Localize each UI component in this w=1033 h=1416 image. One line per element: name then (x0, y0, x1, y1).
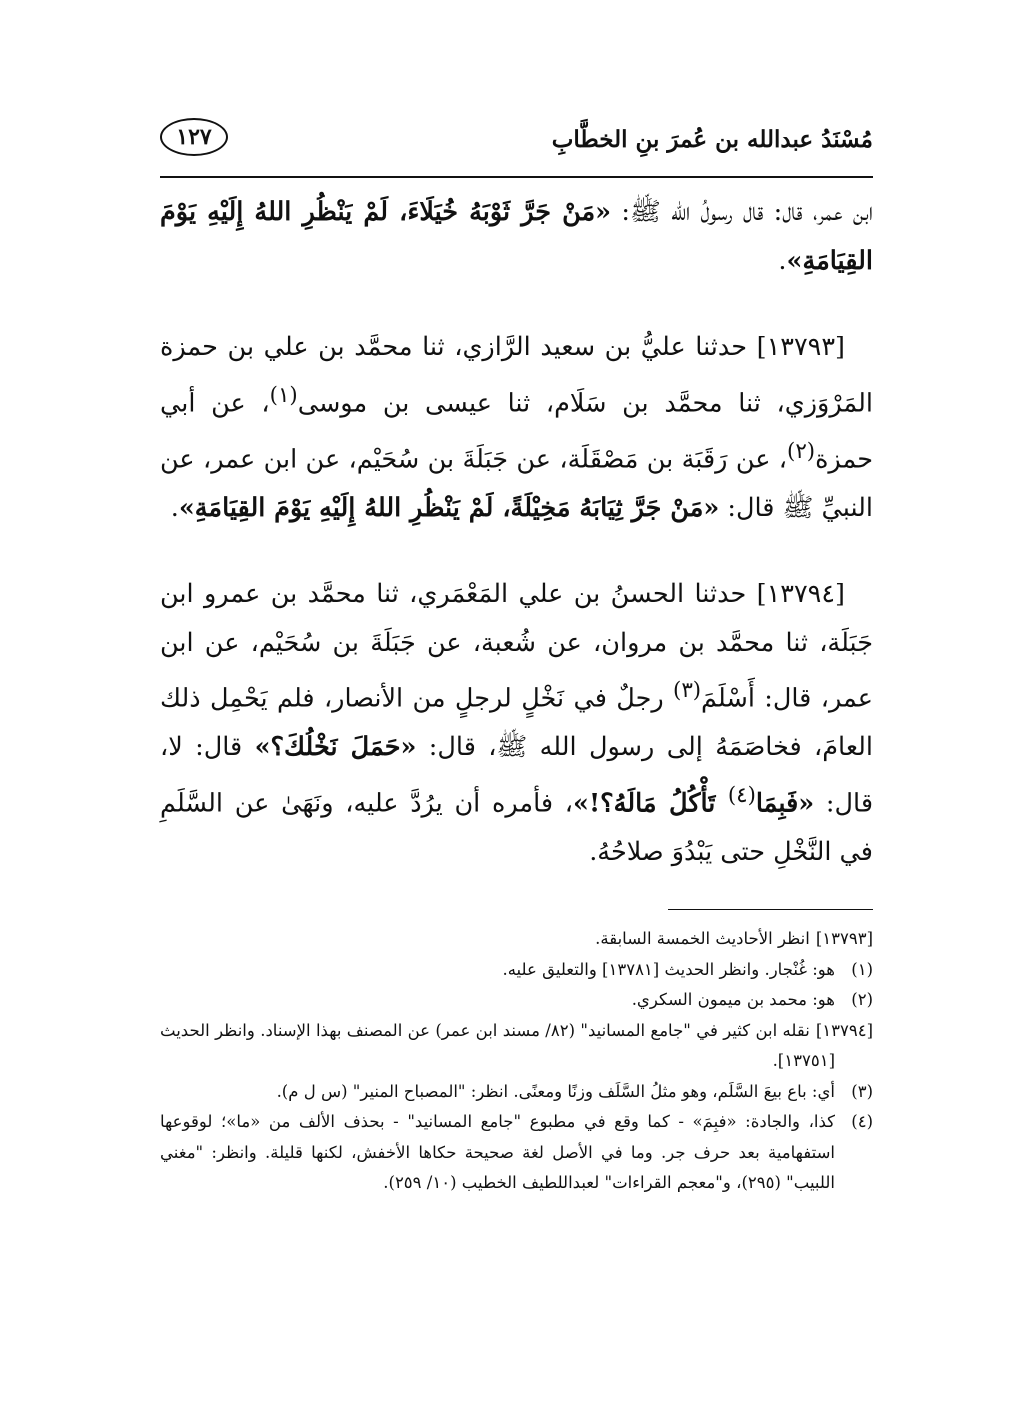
text-run: [١٣٧٩٤] حدثنا الحسنُ بن علي المَعْمَري، ثنا محمَّد بن عمرو ابن جَبَلَة، ثنا محمَّد بن مروان، عن شُعبة، عن جَبَلَةَ بن سُحَيْم، عن ابن عمر، قال: أَسْلَمَ (160, 579, 873, 714)
text-run: ابن عمر، قال: قال رسولُ الله ﷺ: (611, 197, 873, 227)
footnote-4 (160, 1107, 873, 1199)
hadith-quote: تَأْكُلُ مَالَهُ؟!» (573, 788, 728, 818)
footnote-ref[interactable]: (٢) (787, 438, 816, 464)
footnote-text: انظر الأحاديث الخمسة السابقة. (595, 929, 810, 948)
text-run: . (778, 245, 787, 276)
hadith-quote: «حَمَلَ نَخْلُكَ؟» (254, 732, 417, 762)
footnote-text: أي: باع بيعَ السَّلَم، وهو مثلُ السَّلَف وزنًا ومعنًى. انظر: "المصباح المنير" (س ل م). (276, 1081, 835, 1101)
text-run: ، فأمره أن يرُدَّ عليه، ونَهَىٰ عن السَّلَمِ في النَّخْلِ حتى يَبْدُوَ صلاحُهُ. (160, 788, 873, 867)
hadith-quote: «فَبِمَا (755, 788, 815, 818)
footnote-label: [١٣٧٩٣] (815, 929, 873, 948)
footnote-13794 (160, 1016, 873, 1077)
footnote-text: هو: محمد بن ميمون السكري. (631, 990, 835, 1009)
text-run: ، عن أبي حمزة (160, 388, 873, 474)
text-run: ، عن رَقَبَة بن مَصْقَلَة، عن جَبَلَةَ بن سُحَيْم، عن ابن عمر، عن النبيِّ ﷺ قال: (160, 444, 873, 523)
text-run: . (170, 492, 179, 523)
text-run: [١٣٧٩٣] حدثنا عليُّ بن سعيد الرَّازي، ثنا محمَّد بن علي بن حمزة المَرْوَزي، ثنا محمَّد بن سَلَام، ثنا عيسى بن موسى (160, 332, 873, 418)
footnote-13793 (160, 924, 873, 955)
page-number-badge (160, 118, 228, 156)
main-text (160, 188, 873, 876)
running-title: مُسْنَدُ عبدالله بن عُمرَ بنِ الخطَّابِ (551, 126, 873, 153)
text-run: قال: لا، قال: (160, 732, 874, 818)
footnote-label: [١٣٧٩٤] (815, 1020, 873, 1040)
footnote-3 (160, 1077, 873, 1108)
footnote-1 (160, 955, 873, 986)
footnotes (160, 924, 873, 1199)
footnote-ref[interactable]: (١) (269, 382, 298, 408)
footnote-2 (160, 985, 873, 1016)
footnote-divider (668, 909, 873, 910)
footnote-label: (٣) (851, 1081, 873, 1101)
hadith-13793 (160, 323, 873, 532)
page-header (160, 118, 873, 174)
hadith-quote: «مَنْ جَرَّ ثَوْبَهُ خُيَلَاءَ، لَمْ يَنْظُرِ اللهُ إِلَيْهِ يَوْمَ القِيَامَةِ» (160, 197, 873, 276)
page-number: ١٢٧ (176, 124, 212, 150)
footnote-text: نقله ابن كثير في "جامع المسانيد" (٨٢/ مسند ابن عمر) عن المصنف بهذا الإسناد. وانظر الحديث [١٣٧٥١]. (160, 1020, 835, 1070)
text-run: رجلٌ في نَخْلٍ لرجلٍ من الأنصار، فلم يَحْمِل ذلك العامَ، فخاصَمَهُ إلى رسول الله ﷺ، قال: (160, 683, 873, 762)
footnote-text: هو: غُنْجار. وانظر الحديث [١٣٧٨١] والتعليق عليه. (502, 959, 835, 979)
footnote-label: (١) (851, 959, 873, 979)
header-divider (160, 176, 873, 178)
footnote-ref[interactable]: (٤) (727, 782, 756, 808)
footnote-ref[interactable]: (٣) (673, 678, 702, 703)
paragraph-continuation (160, 188, 873, 285)
footnote-label: (٢) (851, 990, 873, 1009)
footnote-label: (٤) (851, 1112, 873, 1131)
hadith-13794 (160, 570, 873, 876)
hadith-quote: «مَنْ جَرَّ ثِيَابَهُ مَخِيْلَةً، لَمْ يَنْظُرِ اللهُ إِلَيْهِ يَوْمَ القِيَامَةِ» (178, 492, 720, 523)
footnote-text: كذا، والجادة: «فبِمَ» - كما وقع في مطبوع "جامع المسانيد" - بحذف الألف من «ما»؛ لوقوعها استفهامية بعد حرف جر. وما في الأصل لغة صحيحة حكاها الأخفش، لكنها قليلة. وانظر: "مغني اللبيب" (٢٩٥)، و"معجم القراءات" لعبداللطيف الخطيب (١٠/ ٢٥٩). (160, 1112, 835, 1192)
